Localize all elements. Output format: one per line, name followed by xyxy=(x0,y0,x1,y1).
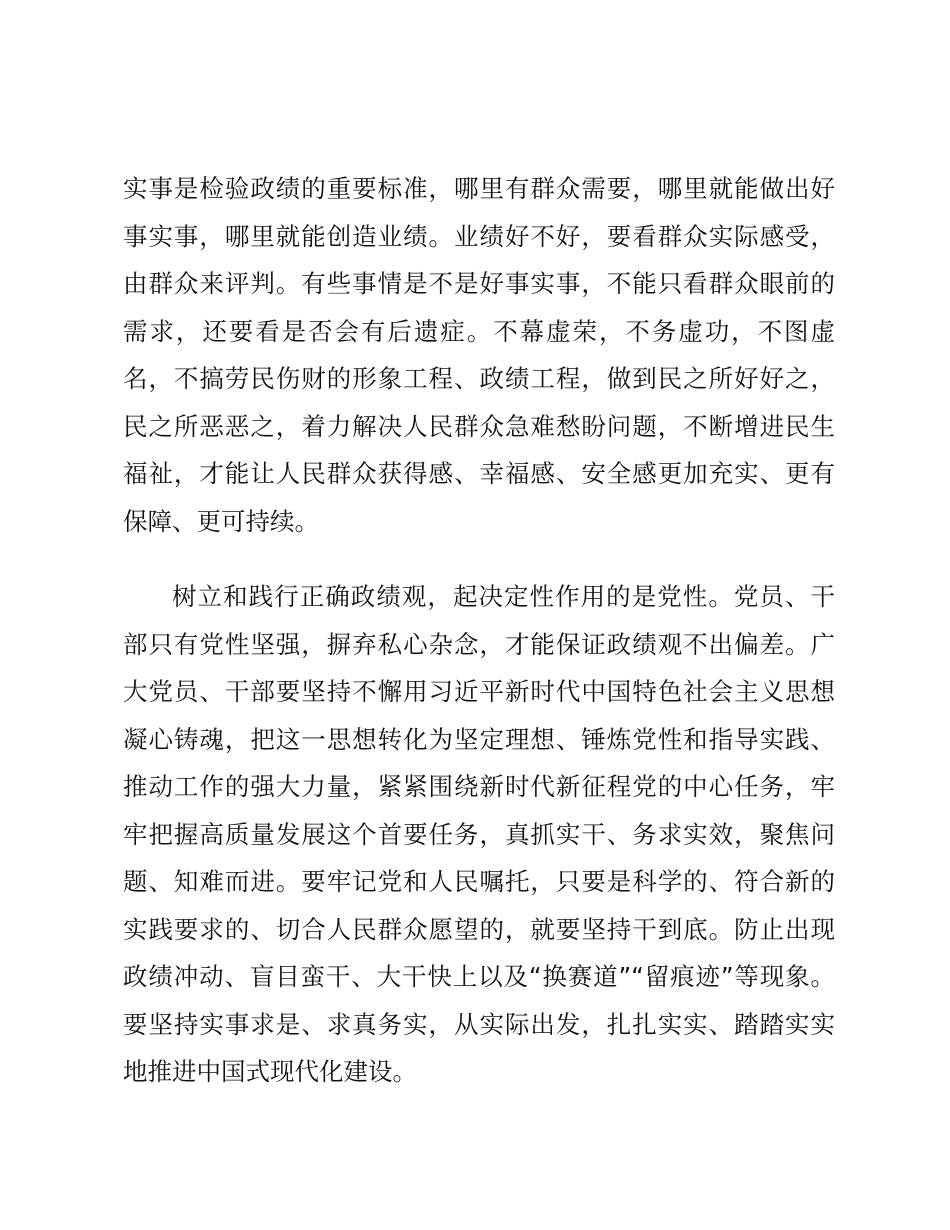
text-line: 树立和践行正确政绩观，起决定性作用的是党性。党员、干 xyxy=(172,582,835,611)
text-line: 事实事，哪里就能创造业绩。业绩好不好，要看群众实际感受， xyxy=(123,221,835,251)
text-line: 实践要求的、切合人民群众愿望的，就要坚持干到底。防止出现 xyxy=(123,914,835,944)
text-line: 凝心铸魂，把这一思想转化为坚定理想、锤炼党性和指导实践、 xyxy=(123,724,835,754)
text-line: 福祉，才能让人民群众获得感、幸福感、安全感更加充实、更有 xyxy=(123,459,835,488)
text-line: 牢把握高质量发展这个首要任务，真抓实干、务求实效，聚焦问 xyxy=(123,819,835,849)
text-line: 需求，还要看是否会有后遗症。不幕虚荣，不务虚功，不图虚 xyxy=(123,316,835,346)
text-line: 实事是检验政绩的重要标准，哪里有群众需要，哪里就能做出好 xyxy=(123,174,835,203)
text-line: 地推进中国式现代化建设。 xyxy=(123,1057,417,1086)
paragraph-1 xyxy=(123,165,835,545)
text-line: 政绩冲动、盲目蛮干、大干快上以及“换赛道”“留痕迹”等现象。 xyxy=(123,962,835,991)
text-line: 由群众来评判。有些事情是不是好事实事，不能只看群众眼前的 xyxy=(123,269,835,298)
paragraph-spacer xyxy=(123,545,835,573)
text-line: 大党员、干部要坚持不懈用习近平新时代中国特色社会主义思想 xyxy=(123,677,835,706)
text-line: 推动工作的强大力量，紧紧围绕新时代新征程党的中心任务，牢 xyxy=(123,772,835,801)
text-line: 名，不搞劳民伤财的形象工程、政绩工程，做到民之所好好之， xyxy=(123,364,835,393)
paragraph-2 xyxy=(123,573,835,1096)
text-line: 要坚持实事求是、求真务实，从实际出发，扎扎实实、踏踏实实 xyxy=(123,1009,835,1039)
text-line: 题、知难而进。要牢记党和人民嘱托，只要是科学的、符合新的 xyxy=(123,867,835,896)
document-body xyxy=(123,165,835,1096)
text-line: 民之所恶恶之，着力解决人民群众急难愁盼问题，不断增进民生 xyxy=(123,411,835,441)
text-line: 保障、更可持续。 xyxy=(123,506,319,536)
text-line: 部只有党性坚强，摒弃私心杂念，才能保证政绩观不出偏差。广 xyxy=(123,629,835,659)
